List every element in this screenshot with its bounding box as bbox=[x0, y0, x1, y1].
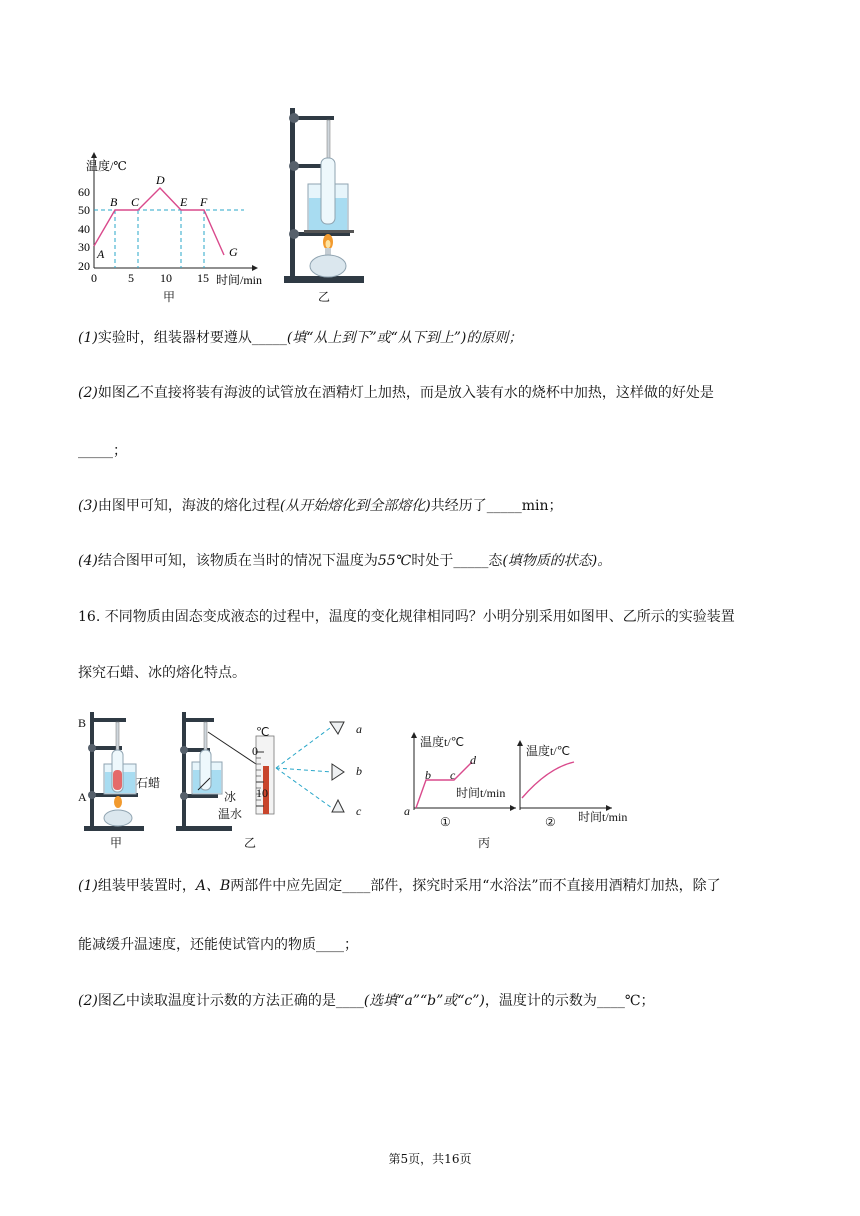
point-E: E bbox=[180, 195, 188, 209]
y-tick-30: 30 bbox=[78, 240, 90, 254]
x-axis-label: 时间/min bbox=[216, 273, 263, 287]
g1-point-d: d bbox=[470, 753, 476, 767]
fig1-caption-jia: 甲 bbox=[163, 290, 176, 304]
eye-label-a: a bbox=[356, 722, 362, 736]
g1-x-label: 时间t/min bbox=[456, 786, 506, 800]
thermometer-unit: ℃ bbox=[256, 725, 270, 739]
label-paraffin: 石蜡 bbox=[136, 776, 161, 790]
g2-y-label: 温度t/℃ bbox=[526, 744, 571, 758]
paraffin-apparatus-jia bbox=[78, 708, 161, 832]
q15-part1: (1)实验时，组装器材要遵从_____(填“从上到下”或“从下到上”)的原则； bbox=[78, 330, 523, 346]
point-D: D bbox=[156, 173, 165, 187]
label-warm-water: 温水 bbox=[218, 807, 243, 821]
heating-apparatus-yi bbox=[280, 100, 370, 288]
fig1-caption-yi: 乙 bbox=[318, 290, 331, 304]
point-G: G bbox=[229, 245, 238, 259]
q15-part2-line2: _____； bbox=[78, 443, 127, 459]
q15-part2: (2)如图乙不直接将装有海波的试管放在酒精灯上加热，而是放入装有水的烧杯中加热，这样做的好处是 bbox=[78, 385, 714, 401]
q16-stem-line1: 16. 不同物质由固态变成液态的过程中，温度的变化规律相同吗？小明分别采用如图甲、乙所示的实验装置 bbox=[78, 609, 735, 625]
y-tick-50: 50 bbox=[78, 203, 90, 217]
fig2-caption-bing: 丙 bbox=[478, 836, 491, 850]
label-A: A bbox=[78, 790, 87, 804]
point-B: B bbox=[110, 195, 118, 209]
melting-graph-jia bbox=[72, 150, 272, 310]
eye-label-c: c bbox=[356, 804, 362, 818]
eye-label-b: b bbox=[356, 764, 362, 778]
g1-point-c: c bbox=[450, 768, 456, 782]
point-F: F bbox=[200, 195, 208, 209]
page-number: 第5页，共16页 bbox=[388, 1152, 472, 1166]
y-tick-20: 20 bbox=[78, 259, 90, 273]
g1-number: ① bbox=[440, 815, 451, 829]
label-ice: 冰 bbox=[224, 790, 237, 804]
thermometer-tick-0: 0 bbox=[252, 744, 258, 758]
g1-point-b: b bbox=[425, 768, 431, 782]
x-tick-0: 0 bbox=[91, 271, 97, 285]
y-tick-40: 40 bbox=[78, 222, 90, 236]
q16-part1: (1)组装甲装置时，A、B两部件中应先固定____部件，探究时采用“水浴法”而不直接用酒精灯加热，除了 bbox=[78, 878, 721, 894]
y-tick-60: 60 bbox=[78, 185, 90, 199]
q15-part4: (4)结合图甲可知，该物质在当时的情况下温度为55℃时处于_____态(填物质的状态)。 bbox=[78, 553, 612, 569]
label-B: B bbox=[78, 716, 87, 730]
fig2-caption-yi: 乙 bbox=[244, 836, 257, 850]
point-C: C bbox=[131, 195, 140, 209]
blank: _____ bbox=[251, 330, 287, 346]
g1-y-label: 温度t/℃ bbox=[420, 735, 465, 749]
q16-part2: (2)图乙中读取温度计示数的方法正确的是____(选填“a”“b”或“c”)，温度计的示数为____℃； bbox=[78, 993, 655, 1009]
q16-part1-line2: 能减缓升温速度，还能使试管内的物质____； bbox=[78, 937, 358, 953]
q15-part3: (3)由图甲可知，海波的熔化过程(从开始熔化到全部熔化)共经历了_____min； bbox=[78, 498, 563, 514]
g2-x-label: 时间t/min bbox=[578, 810, 628, 824]
g2-number: ② bbox=[545, 815, 556, 829]
q16-stem-line2: 探究石蜡、冰的熔化特点。 bbox=[78, 665, 246, 681]
thermometer-tick-10: 10 bbox=[256, 786, 268, 800]
fig2-caption-jia: 甲 bbox=[110, 836, 123, 850]
point-A: A bbox=[97, 247, 105, 261]
x-tick-10: 10 bbox=[160, 271, 172, 285]
x-tick-15: 15 bbox=[197, 271, 209, 285]
y-axis-label: 温度/℃ bbox=[86, 159, 127, 173]
x-tick-5: 5 bbox=[128, 271, 134, 285]
g1-point-a: a bbox=[404, 804, 410, 818]
